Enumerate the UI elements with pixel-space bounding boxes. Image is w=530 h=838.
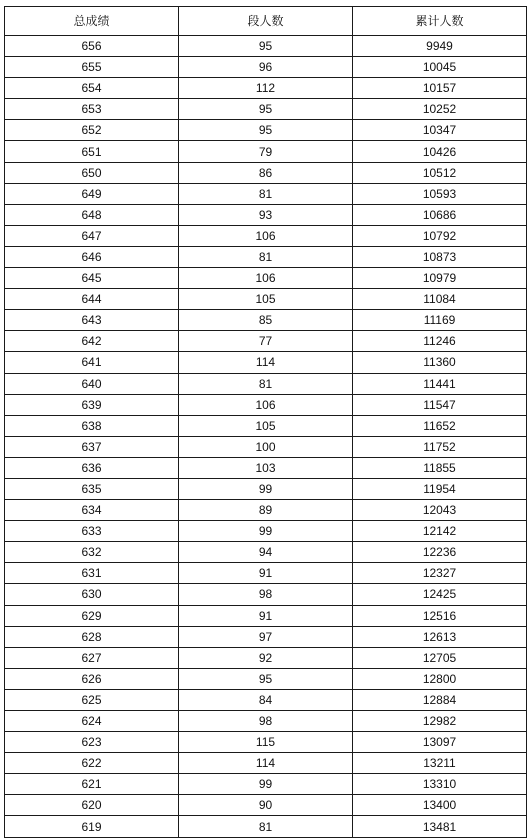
table-row [5, 795, 527, 816]
table-row [5, 668, 527, 689]
cell-segment-count: 90 [179, 795, 353, 816]
cell-total-score: 645 [5, 268, 179, 289]
table-row [5, 331, 527, 352]
table-row [5, 816, 527, 837]
cell-total-score: 647 [5, 225, 179, 246]
cell-segment-count: 84 [179, 689, 353, 710]
table-row [5, 647, 527, 668]
cell-segment-count: 91 [179, 563, 353, 584]
table-row [5, 183, 527, 204]
cell-segment-count: 95 [179, 99, 353, 120]
cell-segment-count: 86 [179, 162, 353, 183]
cell-total-score: 640 [5, 373, 179, 394]
cell-total-score: 633 [5, 521, 179, 542]
table-row [5, 289, 527, 310]
cell-cumulative-count: 12613 [353, 626, 527, 647]
cell-total-score: 651 [5, 141, 179, 162]
header-segment-count: 段人数 [179, 7, 353, 36]
table-row [5, 626, 527, 647]
table-row [5, 500, 527, 521]
cell-cumulative-count: 13400 [353, 795, 527, 816]
cell-segment-count: 91 [179, 605, 353, 626]
header-cumulative-count: 累计人数 [353, 7, 527, 36]
cell-cumulative-count: 12142 [353, 521, 527, 542]
cell-segment-count: 95 [179, 668, 353, 689]
cell-segment-count: 106 [179, 225, 353, 246]
table-row [5, 542, 527, 563]
cell-cumulative-count: 11855 [353, 457, 527, 478]
cell-segment-count: 95 [179, 120, 353, 141]
cell-total-score: 650 [5, 162, 179, 183]
cell-cumulative-count: 12705 [353, 647, 527, 668]
cell-segment-count: 81 [179, 816, 353, 837]
cell-segment-count: 85 [179, 310, 353, 331]
cell-total-score: 638 [5, 415, 179, 436]
cell-cumulative-count: 11169 [353, 310, 527, 331]
cell-cumulative-count: 10252 [353, 99, 527, 120]
table-row [5, 204, 527, 225]
cell-cumulative-count: 10045 [353, 57, 527, 78]
table-row [5, 605, 527, 626]
table-row [5, 120, 527, 141]
table-row [5, 373, 527, 394]
cell-total-score: 652 [5, 120, 179, 141]
header-total-score: 总成绩 [5, 7, 179, 36]
cell-segment-count: 114 [179, 352, 353, 373]
cell-total-score: 622 [5, 753, 179, 774]
cell-total-score: 619 [5, 816, 179, 837]
table-row [5, 563, 527, 584]
cell-total-score: 624 [5, 711, 179, 732]
cell-total-score: 653 [5, 99, 179, 120]
cell-cumulative-count: 12884 [353, 689, 527, 710]
cell-segment-count: 99 [179, 521, 353, 542]
cell-cumulative-count: 9949 [353, 36, 527, 57]
table-row [5, 162, 527, 183]
cell-total-score: 644 [5, 289, 179, 310]
cell-segment-count: 105 [179, 415, 353, 436]
cell-total-score: 636 [5, 457, 179, 478]
cell-total-score: 632 [5, 542, 179, 563]
cell-cumulative-count: 12425 [353, 584, 527, 605]
cell-total-score: 630 [5, 584, 179, 605]
table-row [5, 36, 527, 57]
cell-total-score: 637 [5, 436, 179, 457]
cell-cumulative-count: 11652 [353, 415, 527, 436]
table-row [5, 415, 527, 436]
cell-segment-count: 103 [179, 457, 353, 478]
table-row [5, 310, 527, 331]
table-row [5, 436, 527, 457]
cell-cumulative-count: 10686 [353, 204, 527, 225]
cell-cumulative-count: 12982 [353, 711, 527, 732]
cell-cumulative-count: 12516 [353, 605, 527, 626]
cell-total-score: 625 [5, 689, 179, 710]
cell-cumulative-count: 13097 [353, 732, 527, 753]
cell-total-score: 620 [5, 795, 179, 816]
cell-segment-count: 79 [179, 141, 353, 162]
cell-cumulative-count: 11360 [353, 352, 527, 373]
score-distribution-table [4, 6, 527, 838]
table-row [5, 753, 527, 774]
cell-segment-count: 98 [179, 711, 353, 732]
cell-segment-count: 93 [179, 204, 353, 225]
table-row [5, 225, 527, 246]
cell-segment-count: 89 [179, 500, 353, 521]
table-row [5, 394, 527, 415]
table-header-row [5, 7, 527, 36]
cell-total-score: 655 [5, 57, 179, 78]
cell-cumulative-count: 13310 [353, 774, 527, 795]
cell-cumulative-count: 11954 [353, 478, 527, 499]
table-row [5, 478, 527, 499]
cell-total-score: 639 [5, 394, 179, 415]
cell-total-score: 631 [5, 563, 179, 584]
cell-cumulative-count: 13481 [353, 816, 527, 837]
cell-segment-count: 106 [179, 268, 353, 289]
cell-total-score: 648 [5, 204, 179, 225]
table-row [5, 711, 527, 732]
cell-cumulative-count: 10157 [353, 78, 527, 99]
cell-cumulative-count: 12327 [353, 563, 527, 584]
cell-segment-count: 115 [179, 732, 353, 753]
cell-segment-count: 99 [179, 774, 353, 795]
cell-cumulative-count: 10979 [353, 268, 527, 289]
cell-segment-count: 81 [179, 246, 353, 267]
cell-total-score: 628 [5, 626, 179, 647]
table-body [5, 36, 527, 838]
cell-total-score: 642 [5, 331, 179, 352]
cell-segment-count: 81 [179, 373, 353, 394]
cell-total-score: 621 [5, 774, 179, 795]
table-row [5, 99, 527, 120]
cell-cumulative-count: 10426 [353, 141, 527, 162]
table-row [5, 246, 527, 267]
cell-segment-count: 95 [179, 36, 353, 57]
cell-cumulative-count: 11084 [353, 289, 527, 310]
table-row [5, 457, 527, 478]
cell-cumulative-count: 11441 [353, 373, 527, 394]
cell-total-score: 646 [5, 246, 179, 267]
cell-segment-count: 98 [179, 584, 353, 605]
cell-total-score: 623 [5, 732, 179, 753]
cell-cumulative-count: 12236 [353, 542, 527, 563]
cell-cumulative-count: 10512 [353, 162, 527, 183]
cell-segment-count: 106 [179, 394, 353, 415]
cell-cumulative-count: 10593 [353, 183, 527, 204]
cell-cumulative-count: 11547 [353, 394, 527, 415]
cell-segment-count: 100 [179, 436, 353, 457]
cell-total-score: 629 [5, 605, 179, 626]
table-row [5, 521, 527, 542]
table-row [5, 57, 527, 78]
cell-cumulative-count: 10347 [353, 120, 527, 141]
table-row [5, 268, 527, 289]
table-row [5, 689, 527, 710]
cell-total-score: 654 [5, 78, 179, 99]
cell-segment-count: 97 [179, 626, 353, 647]
table-row [5, 732, 527, 753]
cell-total-score: 634 [5, 500, 179, 521]
cell-total-score: 626 [5, 668, 179, 689]
cell-total-score: 627 [5, 647, 179, 668]
cell-segment-count: 94 [179, 542, 353, 563]
cell-segment-count: 105 [179, 289, 353, 310]
cell-segment-count: 114 [179, 753, 353, 774]
cell-cumulative-count: 12800 [353, 668, 527, 689]
cell-cumulative-count: 10792 [353, 225, 527, 246]
cell-segment-count: 92 [179, 647, 353, 668]
cell-cumulative-count: 12043 [353, 500, 527, 521]
cell-cumulative-count: 11752 [353, 436, 527, 457]
score-table-container [4, 6, 526, 838]
cell-total-score: 643 [5, 310, 179, 331]
cell-cumulative-count: 10873 [353, 246, 527, 267]
cell-total-score: 641 [5, 352, 179, 373]
cell-cumulative-count: 11246 [353, 331, 527, 352]
table-row [5, 78, 527, 99]
cell-total-score: 656 [5, 36, 179, 57]
cell-segment-count: 99 [179, 478, 353, 499]
table-row [5, 774, 527, 795]
cell-segment-count: 112 [179, 78, 353, 99]
cell-segment-count: 81 [179, 183, 353, 204]
table-row [5, 352, 527, 373]
cell-segment-count: 96 [179, 57, 353, 78]
cell-segment-count: 77 [179, 331, 353, 352]
table-row [5, 141, 527, 162]
cell-cumulative-count: 13211 [353, 753, 527, 774]
cell-total-score: 649 [5, 183, 179, 204]
table-row [5, 584, 527, 605]
cell-total-score: 635 [5, 478, 179, 499]
